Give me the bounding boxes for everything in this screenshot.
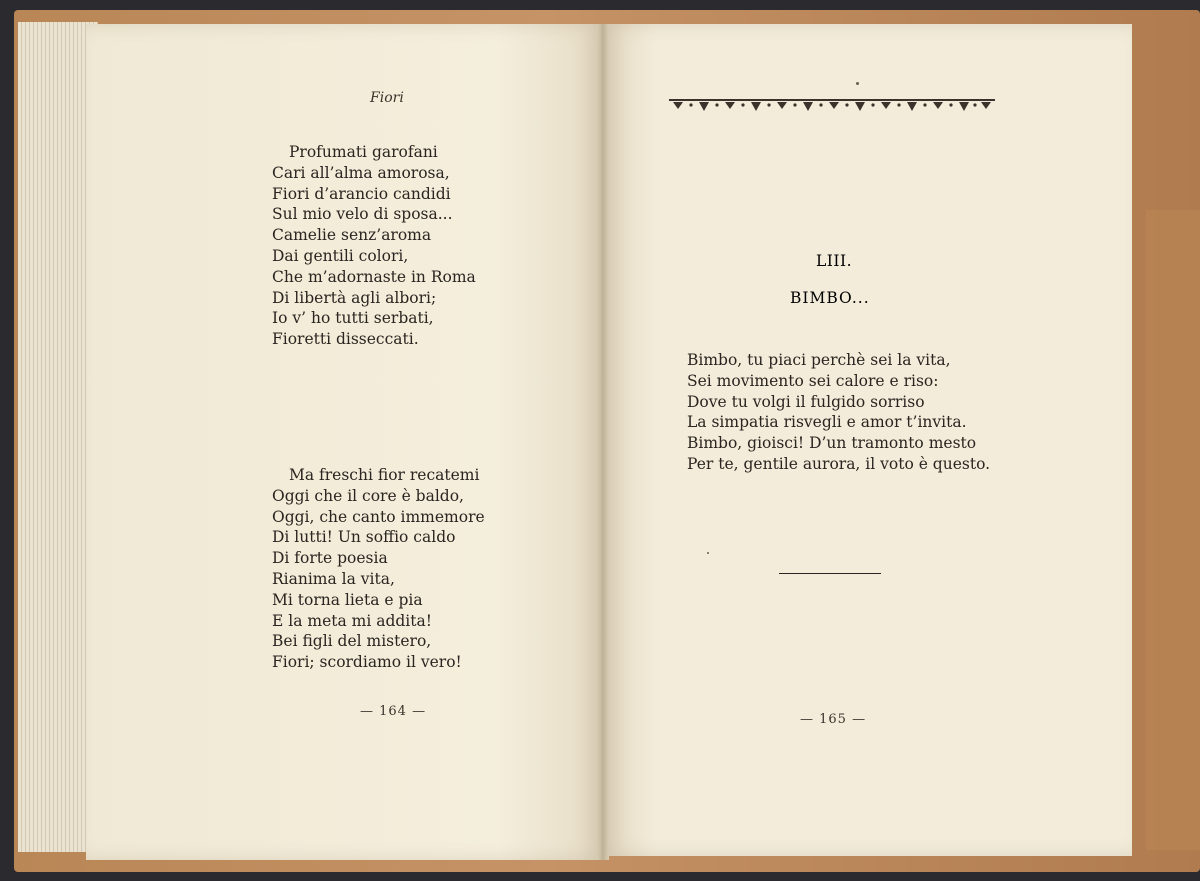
verse-line: Per te, gentile aurora, il voto è questo. [687,454,991,473]
verse-line: Di lutti! Un soffio caldo [272,528,456,547]
verse-line: Oggi che il core è baldo, [272,486,464,505]
verse-line: Cari all’alma amorosa, [272,163,450,182]
verse-line: Profumati garofani [289,143,438,161]
verse-line: Dai gentili colori, [272,246,409,265]
verse-line: Sul mio velo di sposa... [272,205,453,224]
verse-line: Mi torna lieta e pia [272,590,423,609]
poem-number: LIII. [816,252,853,270]
verse-line: Sei movimento sei calore e riso: [687,371,939,390]
verse-line: Fiori d’arancio candidi [272,184,451,203]
verse-line: Bimbo, tu piaci perchè sei la vita, [687,351,951,369]
verse-line: Rianima la vita, [272,569,395,588]
verse-line: Bei figli del mistero, [272,632,432,651]
page-number-right: — 165 — [800,712,867,727]
end-rule [779,573,881,574]
stanza-2 [272,465,485,673]
stanza-1 [272,142,476,350]
verse-line: Ma freschi fior recatemi [289,466,480,484]
page-number-left: — 164 — [360,704,427,719]
paper-speck [856,82,859,85]
book-gutter [597,24,609,860]
running-head: Fiori [370,90,404,106]
verse-line: Fiori; scordiamo il vero! [272,653,462,672]
verse-line: Oggi, che canto immemore [272,507,485,526]
verse-line: Io v’ ho tutti serbati, [272,309,434,328]
cover-tape [1146,210,1200,850]
verse-line: Fioretti disseccati. [272,330,419,349]
verse-line: E la meta mi addita! [272,611,432,630]
stanza-bimbo [687,350,990,475]
verse-line: Bimbo, gioisci! D’un tramonto mesto [687,434,977,453]
verse-line: La simpatia risvegli e amor t’invita. [687,413,967,432]
verse-line: Di libertà agli albori; [272,288,437,307]
poem-title: BIMBO... [790,289,870,307]
verse-line: Di forte poesia [272,549,388,568]
verse-line: Dove tu volgi il fulgido sorriso [687,392,925,411]
paper-speck [707,552,709,554]
decorative-ornament-band [669,99,995,115]
verse-line: Che m’adornaste in Roma [272,267,476,286]
verse-line: Camelie senz’aroma [272,226,432,245]
